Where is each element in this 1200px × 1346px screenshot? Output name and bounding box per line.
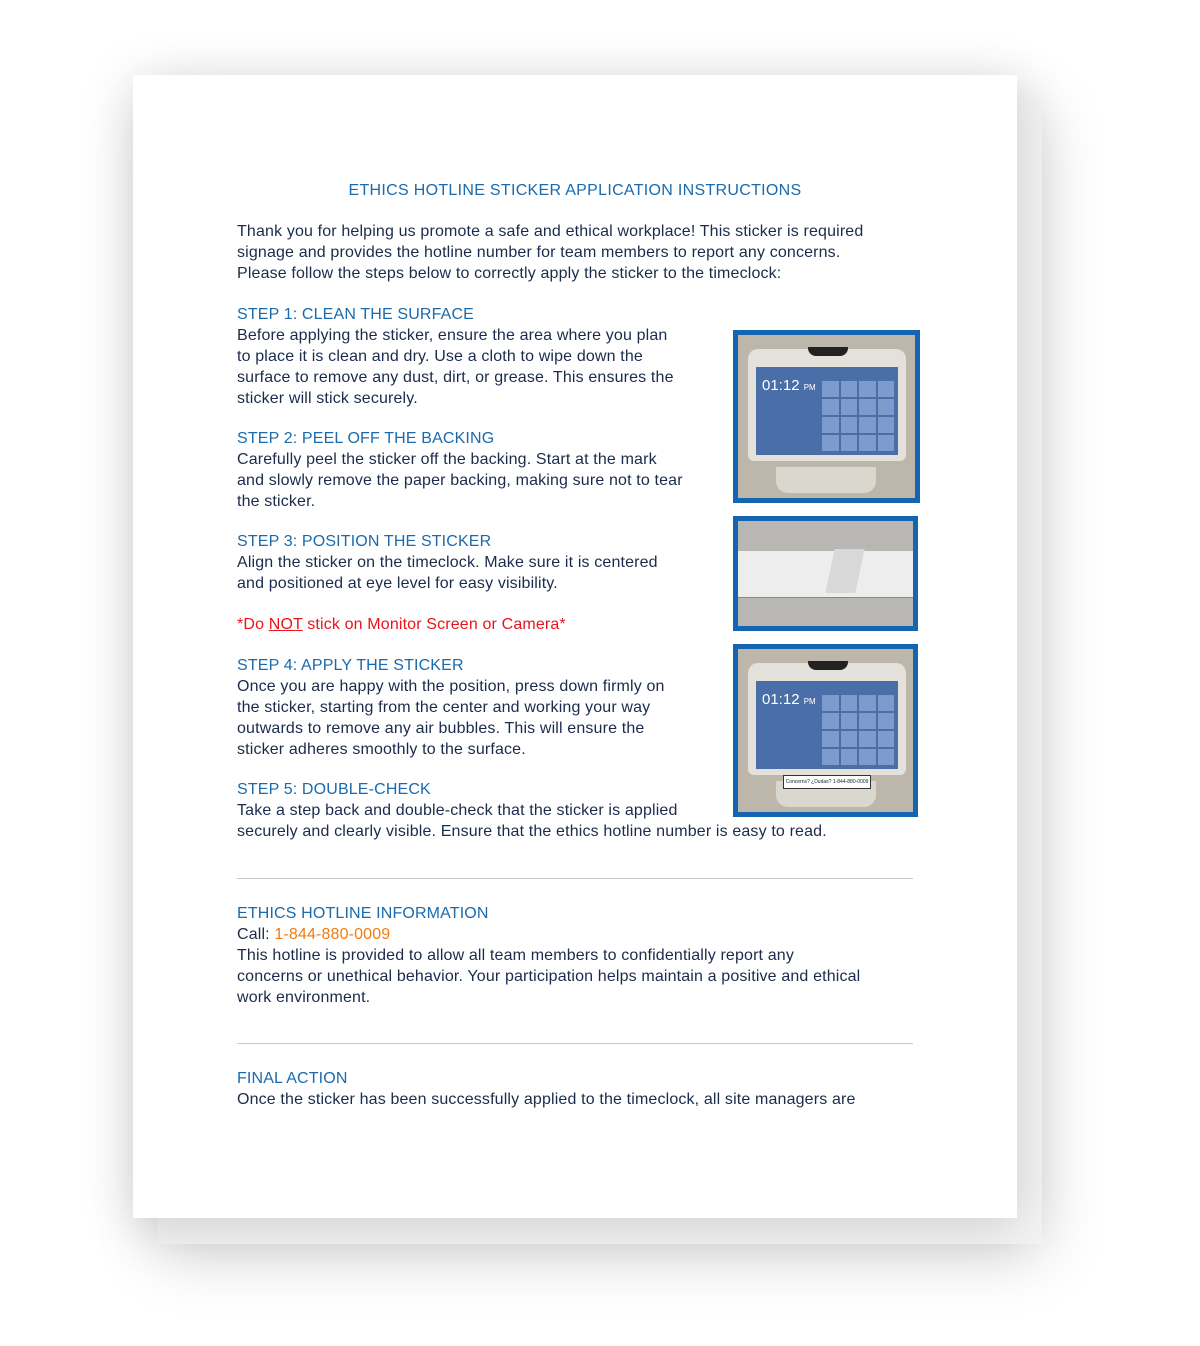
- sticker-peel-photo: [733, 516, 918, 631]
- call-line: [237, 924, 860, 945]
- hotline-text: [237, 945, 860, 1008]
- step-heading: STEP 4: APPLY THE STICKER: [237, 657, 464, 674]
- text-line: Take a step back and double-check that the sticker is applied: [237, 802, 678, 819]
- intro: [237, 221, 863, 284]
- camera: [808, 661, 848, 670]
- text-line: signage and provides the hotline number for team members to report any concerns.: [237, 244, 841, 261]
- divider: [237, 1043, 913, 1044]
- warning-text: stick on Monitor Screen or Camera*: [302, 616, 566, 633]
- camera: [808, 347, 848, 356]
- text-line: surface to remove any dust, dirt, or grease. This ensures the: [237, 369, 674, 386]
- text-line: Thank you for helping us promote a safe and ethical workplace! This sticker is required: [237, 223, 864, 240]
- step-text: [237, 552, 658, 594]
- step-4: [237, 655, 665, 760]
- hotline-section: [237, 903, 860, 1008]
- applied-sticker-photo: [733, 644, 918, 817]
- warning-text: *Do: [237, 616, 269, 633]
- timeclock: [748, 349, 906, 461]
- ampm-text: PM: [803, 383, 816, 392]
- timeclock: [748, 663, 906, 775]
- final-section: [237, 1068, 856, 1110]
- text-line: sticker adheres smoothly to the surface.: [237, 741, 526, 758]
- hotline-heading: ETHICS HOTLINE INFORMATION: [237, 905, 489, 922]
- step-text: [237, 449, 683, 512]
- hotline-sticker: Concerns? ¿Dudas? 1-844-880-0009: [783, 775, 871, 789]
- step-text: [237, 676, 665, 760]
- text-line: Before applying the sticker, ensure the area where you plan: [237, 327, 668, 344]
- clock-time: [762, 691, 816, 708]
- document-page: [133, 75, 1017, 1218]
- step-heading: STEP 3: POSITION THE STICKER: [237, 533, 492, 550]
- divider: [237, 878, 913, 879]
- document-title: ETHICS HOTLINE STICKER APPLICATION INSTRUCTIONS: [348, 182, 802, 199]
- step-heading: STEP 1: CLEAN THE SURFACE: [237, 306, 475, 323]
- text-line: outwards to remove any air bubbles. This will ensure the: [237, 720, 645, 737]
- text-line: work environment.: [237, 989, 371, 1006]
- text-line: Carefully peel the sticker off the backing. Start at the mark: [237, 451, 657, 468]
- timeclock-photo: [733, 330, 920, 503]
- text-line: to place it is clean and dry. Use a cloth to wipe down the: [237, 348, 643, 365]
- text-line: Align the sticker on the timeclock. Make sure it is centered: [237, 554, 658, 571]
- call-label: Call:: [237, 926, 275, 943]
- step-text: [237, 325, 674, 409]
- text-line: Once you are happy with the position, press down firmly on: [237, 678, 665, 695]
- final-text: [237, 1089, 856, 1110]
- clock-time: [762, 377, 816, 394]
- text-line: the sticker.: [237, 493, 316, 510]
- text-line: Please follow the steps below to correctly apply the sticker to the timeclock:: [237, 265, 782, 282]
- ampm-text: PM: [803, 697, 816, 706]
- final-heading: FINAL ACTION: [237, 1070, 348, 1087]
- text-line: concerns or unethical behavior. Your participation helps maintain a positive and ethical: [237, 968, 861, 985]
- step-3: [237, 531, 658, 594]
- timeclock-base: [776, 467, 876, 493]
- text-line: This hotline is provided to allow all team members to confidentially report any: [237, 947, 794, 964]
- warning-emphasis: NOT: [268, 616, 303, 633]
- time-text: 01:12: [762, 691, 800, 708]
- text-line: and slowly remove the paper backing, making sure not to tear: [237, 472, 683, 489]
- time-text: 01:12: [762, 377, 800, 394]
- text-line: and positioned at eye level for easy visibility.: [237, 575, 558, 592]
- keypad: [822, 381, 894, 451]
- text-line: sticker will stick securely.: [237, 390, 418, 407]
- screen: [756, 367, 898, 455]
- text-line: the sticker, starting from the center and working your way: [237, 699, 651, 716]
- keypad: [822, 695, 894, 765]
- hotline-phone: 1-844-880-0009: [274, 926, 391, 943]
- step-2: [237, 428, 683, 512]
- screen: [756, 681, 898, 769]
- step-heading: STEP 5: DOUBLE-CHECK: [237, 781, 431, 798]
- step-1: [237, 304, 674, 409]
- step-heading: STEP 2: PEEL OFF THE BACKING: [237, 430, 495, 447]
- warning-note: [237, 614, 566, 635]
- text-line: securely and clearly visible. Ensure that the ethics hotline number is easy to read.: [237, 823, 827, 840]
- text-line: Once the sticker has been successfully applied to the timeclock, all site managers are: [237, 1091, 856, 1108]
